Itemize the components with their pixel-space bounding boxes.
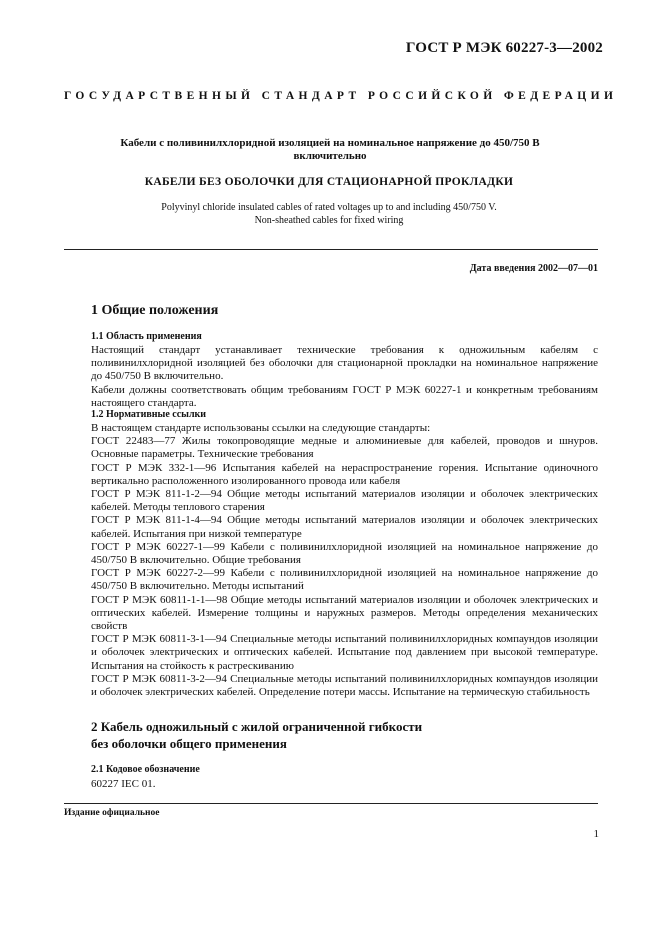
reference-item: ГОСТ 22483—77 Жилы токопроводящие медные и алюминиевые для кабелей, проводов и шнуров. Основные параметры. Технические требования (91, 435, 598, 461)
paragraph-scope: Настоящий стандарт устанавливает технические требования к одножильным кабелям с поливинилхлоридной изоляцией без оболочки для стационарной прокладки на номинальное напряжение до 450/750 В включительно. (91, 344, 598, 383)
section-2-heading-line-1: 2 Кабель одножильный с жилой ограниченной гибкости (91, 719, 423, 734)
reference-item: ГОСТ Р МЭК 60227-2—99 Кабели с поливинилхлоридной изоляцией на номинальное напряжение до 450/750 В включительно. Методы испытаний (91, 567, 598, 593)
subtitle-line-1: Кабели с поливинилхлоридной изоляцией на номинальное напряжение до 450/750 В (120, 137, 540, 149)
title-divider (64, 249, 598, 250)
reference-item: ГОСТ Р МЭК 332-1—96 Испытания кабелей на нераспространение горения. Испытание одиночного вертикально расположенного изолированного провода или кабеля (91, 461, 598, 487)
section-2-1-heading: 2.1 Кодовое обозначение (91, 764, 200, 775)
section-1-2-heading: 1.2 Нормативные ссылки (91, 409, 207, 420)
reference-item: ГОСТ Р МЭК 60227-1—99 Кабели с поливинилхлоридной изоляцией на номинальное напряжение до 450/750 В включительно. Общие требования (91, 540, 598, 567)
document-id: ГОСТ Р МЭК 60227-3—2002 (405, 40, 603, 56)
introduction-date: Дата введения 2002—07—01 (469, 263, 598, 274)
reference-item: ГОСТ Р МЭК 811-1-4—94 Общие методы испытаний материалов изоляции и оболочек электрических кабелей. Испытания при низкой температуре (91, 514, 598, 540)
code-designation: 60227 IEC 01. (91, 778, 156, 790)
footer-divider (64, 803, 598, 804)
subtitle-line-2: включительно (293, 150, 367, 162)
english-title (64, 202, 594, 227)
paragraph-requirements: Кабели должны соответствовать общим требованиям ГОСТ Р МЭК 60227-1 и конкретным требованиям настоящего стандарта. (91, 383, 598, 409)
document-subtitle (90, 137, 570, 163)
english-title-line-2: Non-sheathed cables for fixed wiring (254, 214, 404, 226)
section-2-heading (91, 718, 422, 752)
section-2-heading-line-2: без оболочки общего применения (91, 736, 287, 751)
page-number: 1 (593, 828, 599, 840)
english-title-line-1: Polyvinyl chloride insulated cables of rated voltages up to and including 450/750 V. (161, 202, 497, 213)
section-1-heading: 1 Общие положения (91, 303, 219, 318)
edition-label: Издание официальное (64, 808, 160, 818)
references-intro: В настоящем стандарте использованы ссылки на следующие стандарты: (91, 422, 431, 434)
reference-item: ГОСТ Р МЭК 60811-3-1—94 Специальные методы испытаний поливинилхлоридных компаундов изоляции и оболочек электрических и оптических кабелей. Испытание под давлением при высокой температуре. Испытания на стойкость к растрескиванию (91, 633, 598, 672)
document-main-title: КАБЕЛИ БЕЗ ОБОЛОЧКИ ДЛЯ СТАЦИОНАРНОЙ ПРОКЛАДКИ (144, 176, 514, 188)
section-1-1-body (91, 344, 598, 410)
section-1-2-body (91, 422, 598, 699)
reference-item: ГОСТ Р МЭК 811-1-2—94 Общие методы испытаний материалов изоляции и оболочек электрических кабелей. Методы теплового старения (91, 488, 598, 514)
reference-item: ГОСТ Р МЭК 60811-1-1—98 Общие методы испытаний материалов изоляции и оболочек электрических и оптических кабелей. Измерение толщины и наружных размеров. Методы определения механических свойств (91, 593, 598, 633)
state-standard-title: ГОСУДАРСТВЕННЫЙ СТАНДАРТ РОССИЙСКОЙ ФЕДЕРАЦИИ (64, 90, 618, 102)
section-1-1-heading: 1.1 Область применения (91, 331, 202, 342)
reference-item: ГОСТ Р МЭК 60811-3-2—94 Специальные методы испытаний поливинилхлоридных компаундов изоляции и оболочек электрических кабелей. Определение потери массы. Испытание на термическую стабильность (91, 672, 598, 699)
